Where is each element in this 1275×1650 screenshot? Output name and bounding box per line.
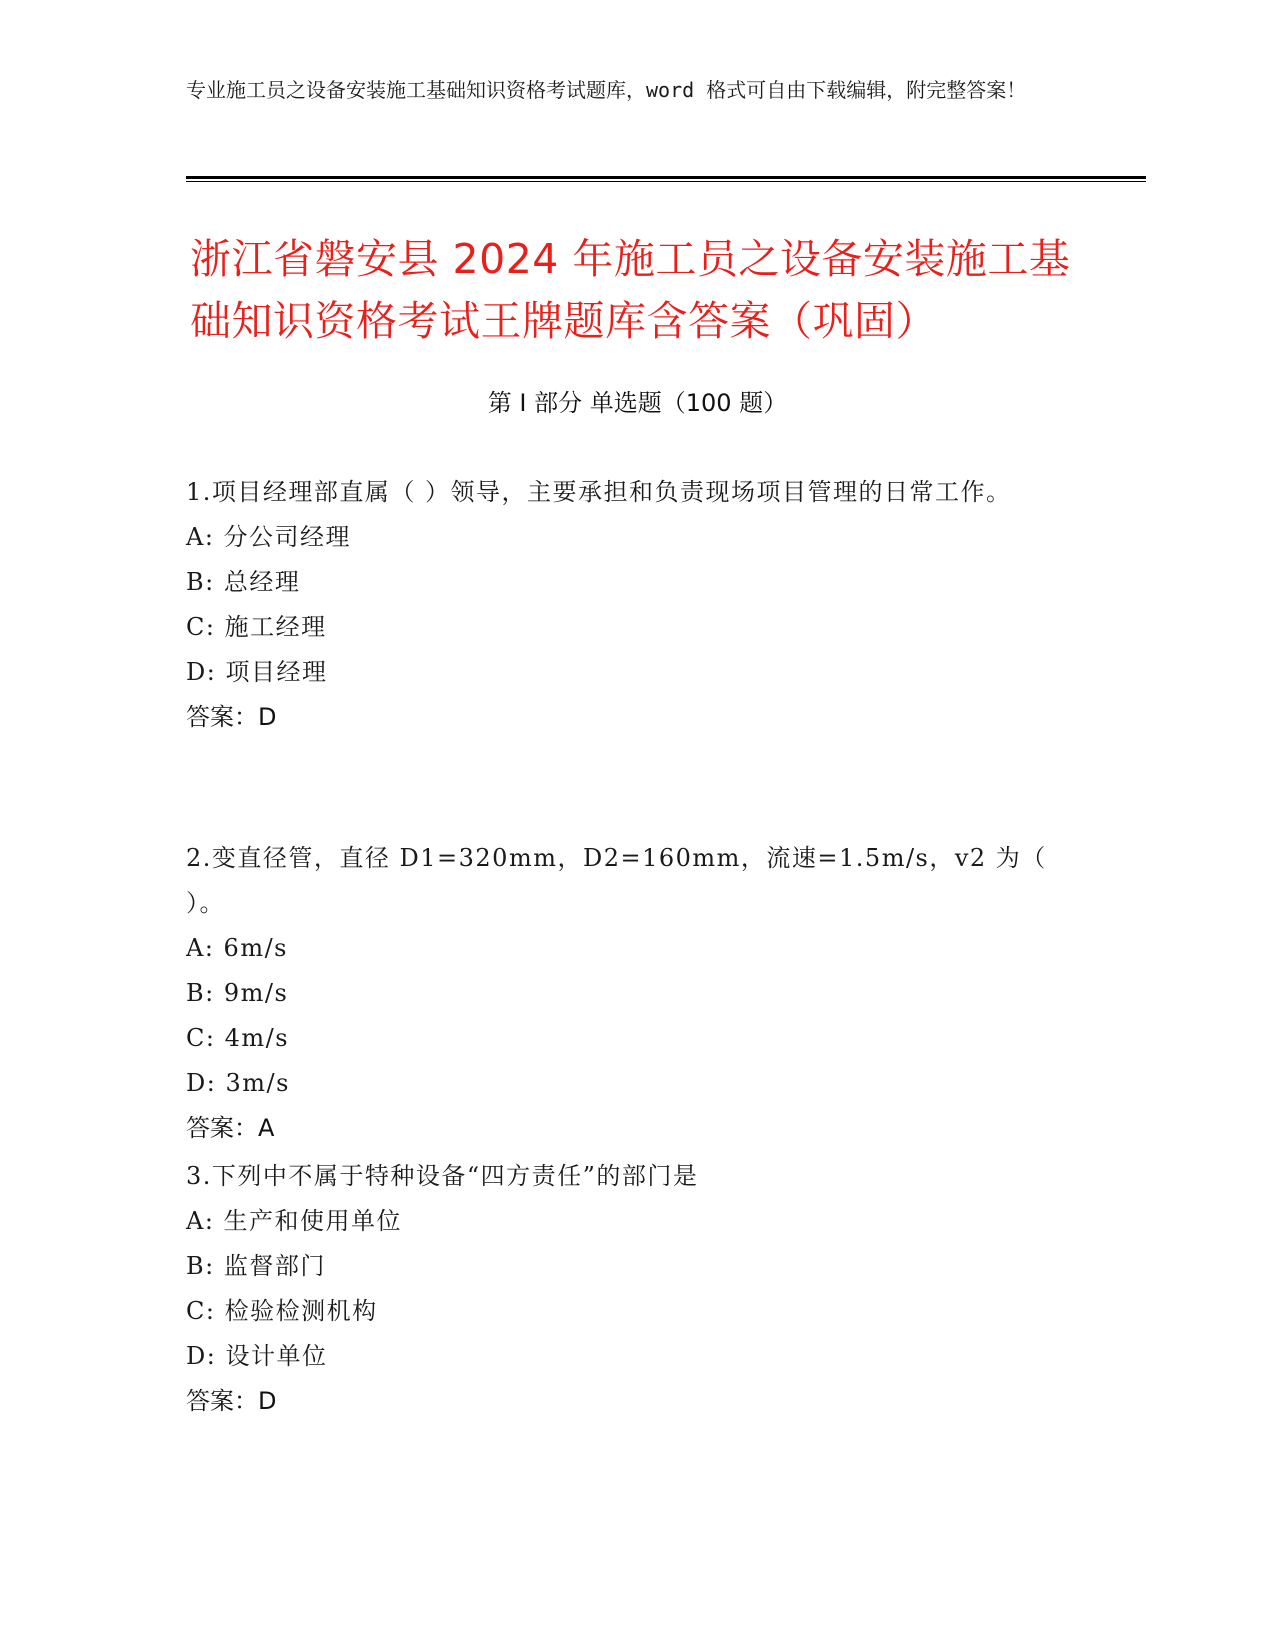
option-d: D: 设计单位 — [186, 1342, 328, 1370]
option-a: A: 分公司经理 — [186, 523, 352, 551]
option-a: A: 6m/s — [186, 934, 288, 962]
option-d: D: 3m/s — [186, 1069, 290, 1097]
section-title: 第 I 部分 单选题（100 题） — [487, 389, 788, 417]
question-1 — [186, 470, 1086, 740]
question-3 — [186, 1154, 1086, 1424]
option-c: C: 检验检测机构 — [186, 1297, 378, 1325]
option-b: B: 监督部门 — [186, 1252, 326, 1280]
option-d: D: 项目经理 — [186, 658, 328, 686]
question-2 — [186, 836, 1086, 1151]
document-title: 浙江省磐安县 2024 年施工员之设备安装施工基础知识资格考试王牌题库含答案（巩固） — [190, 235, 1071, 345]
option-c: C: 施工经理 — [186, 613, 327, 641]
option-b: B: 9m/s — [186, 979, 289, 1007]
option-b: B: 总经理 — [186, 568, 301, 596]
header-divider-thin — [186, 181, 1146, 182]
answer: 答案：A — [186, 1114, 275, 1142]
answer: 答案：D — [186, 703, 277, 731]
header-note: 专业施工员之设备安装施工基础知识资格考试题库，word 格式可自由下载编辑，附完整答案！ — [186, 78, 1027, 102]
option-c: C: 4m/s — [186, 1024, 290, 1052]
header-divider-thick — [186, 176, 1146, 179]
question-stem: 3.下列中不属于特种设备“四方责任”的部门是 — [186, 1162, 699, 1190]
option-a: A: 生产和使用单位 — [186, 1207, 403, 1235]
question-stem: 1.项目经理部直属（ ）领导，主要承担和负责现场项目管理的日常工作。 — [186, 478, 1012, 506]
question-stem: 2.变直径管，直径 D1=320mm，D2=160mm，流速=1.5m/s，v2 为（ ）。 — [186, 844, 1047, 917]
answer: 答案：D — [186, 1387, 277, 1415]
